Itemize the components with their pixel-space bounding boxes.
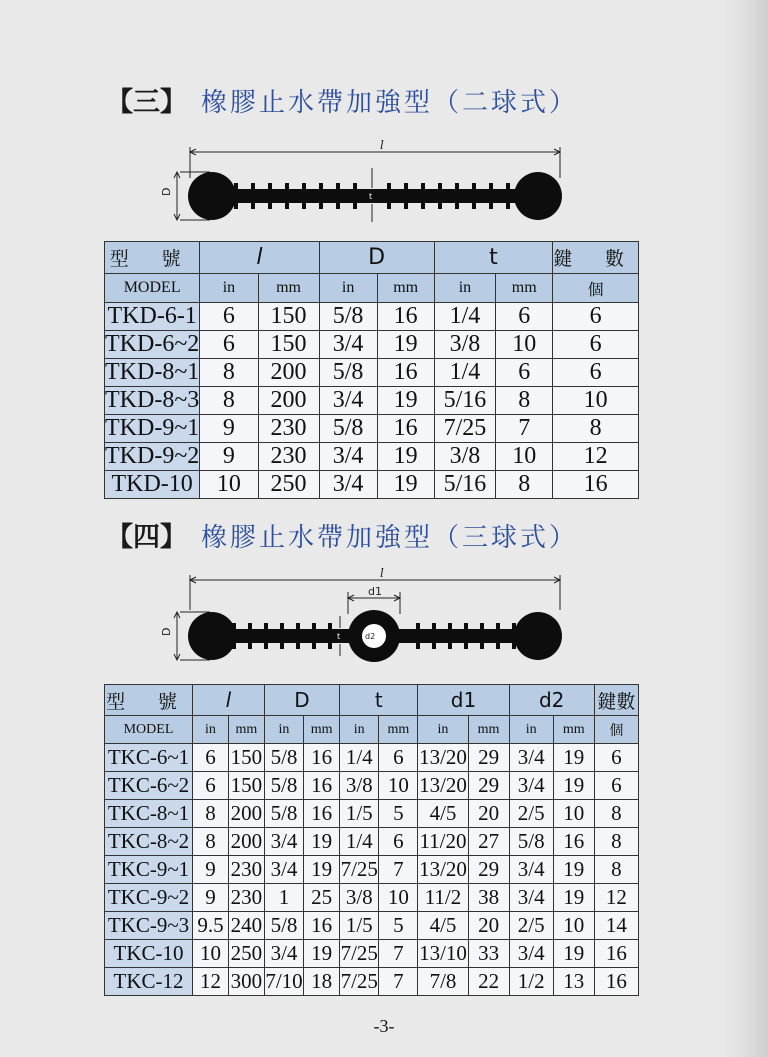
- value-cell: 3/4: [264, 940, 303, 968]
- value-cell: 10: [496, 331, 553, 359]
- model-cell: TKC-10: [105, 940, 193, 968]
- value-cell: 3/4: [319, 387, 377, 415]
- model-cell: TKD-6~2: [105, 331, 200, 357]
- d2-symbol: d2: [365, 632, 376, 641]
- model-cell: TKD-9~1: [105, 415, 200, 441]
- value-cell: 3/8: [340, 772, 379, 800]
- value-cell: 19: [377, 443, 434, 471]
- value-cell: 5/16: [434, 471, 496, 499]
- model-cell: TKC-9~3: [105, 912, 193, 940]
- value-cell: 3/4: [264, 828, 303, 856]
- value-cell: 13: [553, 968, 594, 996]
- d2-header: d2: [509, 685, 594, 716]
- section-4-number: 【四】: [106, 522, 187, 553]
- value-cell: 200: [258, 387, 319, 415]
- value-cell: 150: [228, 744, 264, 772]
- value-cell: 19: [304, 940, 340, 968]
- value-cell: 16: [377, 415, 434, 443]
- value-cell: 19: [553, 772, 594, 800]
- table-header-row: [105, 685, 639, 716]
- value-cell: 16: [594, 968, 638, 996]
- value-cell: 3/8: [434, 331, 496, 359]
- value-cell: 5/16: [434, 387, 496, 415]
- unit-count: 個: [553, 274, 639, 303]
- section-4-heading: 橡膠止水帶加強型（三球式）: [201, 523, 579, 553]
- value-cell: 3/4: [509, 856, 553, 884]
- value-cell: 3/4: [319, 443, 377, 471]
- value-cell: 230: [258, 415, 319, 443]
- value-cell: 1/4: [340, 828, 379, 856]
- value-cell: 1/5: [340, 800, 379, 828]
- model-cell: TKD-10: [105, 471, 200, 499]
- value-cell: 2/5: [509, 912, 553, 940]
- value-cell: 16: [377, 303, 434, 331]
- value-cell: 230: [228, 884, 264, 912]
- value-cell: 240: [228, 912, 264, 940]
- unit-mm: mm: [377, 274, 434, 303]
- model-cell: TKD-6-1: [105, 303, 200, 331]
- model-header-zh: 型 號: [105, 242, 200, 274]
- value-cell: 19: [377, 471, 434, 499]
- value-cell: 19: [553, 940, 594, 968]
- thickness-header: t: [340, 685, 418, 716]
- model-cell: TKC-12: [105, 968, 193, 996]
- value-cell: 16: [304, 800, 340, 828]
- length-symbol: l: [380, 140, 384, 152]
- unit-in: in: [319, 274, 377, 303]
- value-cell: 5/8: [319, 359, 377, 387]
- value-cell: 16: [553, 828, 594, 856]
- value-cell: 7/8: [418, 968, 468, 996]
- value-cell: 7: [379, 940, 418, 968]
- value-cell: 1/2: [509, 968, 553, 996]
- value-cell: 7/25: [434, 415, 496, 443]
- value-cell: 29: [468, 856, 509, 884]
- value-cell: 13/20: [418, 856, 468, 884]
- unit-in: in: [200, 274, 258, 303]
- table-row: [105, 800, 639, 828]
- model-header: MODEL: [105, 274, 200, 303]
- value-cell: 12: [553, 443, 639, 471]
- thickness-symbol: t: [337, 632, 341, 641]
- section-3-heading: 橡膠止水帶加強型（二球式）: [201, 88, 579, 118]
- value-cell: 16: [594, 940, 638, 968]
- value-cell: 9: [193, 856, 229, 884]
- section-3-number: 【三】: [106, 87, 187, 118]
- value-cell: 14: [594, 912, 638, 940]
- value-cell: 9: [200, 443, 258, 471]
- table-row: [105, 331, 639, 359]
- unit-in: in: [418, 716, 468, 744]
- diameter-header: D: [264, 685, 339, 716]
- table-row: [105, 387, 639, 415]
- value-cell: 1/4: [434, 303, 496, 331]
- unit-mm: mm: [553, 716, 594, 744]
- unit-in: in: [264, 716, 303, 744]
- value-cell: 3/4: [509, 940, 553, 968]
- value-cell: 33: [468, 940, 509, 968]
- value-cell: 8: [594, 856, 638, 884]
- unit-in: in: [509, 716, 553, 744]
- value-cell: 18: [304, 968, 340, 996]
- value-cell: 9: [193, 884, 229, 912]
- value-cell: 6: [379, 744, 418, 772]
- table-row: [105, 828, 639, 856]
- value-cell: 19: [304, 856, 340, 884]
- value-cell: 10: [379, 884, 418, 912]
- value-cell: 150: [258, 303, 319, 331]
- table-body: [105, 303, 639, 499]
- value-cell: 3/4: [319, 331, 377, 359]
- model-cell: TKD-8~3: [105, 387, 200, 413]
- value-cell: 5/8: [509, 828, 553, 856]
- value-cell: 8: [594, 828, 638, 856]
- value-cell: 9.5: [193, 912, 229, 940]
- value-cell: 6: [553, 359, 639, 387]
- table-row: [105, 940, 639, 968]
- value-cell: 5/8: [319, 303, 377, 331]
- table-row: [105, 968, 639, 996]
- value-cell: 20: [468, 800, 509, 828]
- value-cell: 150: [228, 772, 264, 800]
- table-subheader-row: [105, 274, 639, 303]
- value-cell: 230: [258, 443, 319, 471]
- value-cell: 8: [553, 415, 639, 443]
- value-cell: 6: [200, 331, 258, 359]
- value-cell: 10: [193, 940, 229, 968]
- table-subheader-row: [105, 716, 639, 744]
- value-cell: 7: [379, 968, 418, 996]
- value-cell: 16: [304, 744, 340, 772]
- value-cell: 16: [377, 359, 434, 387]
- value-cell: 8: [496, 387, 553, 415]
- value-cell: 200: [228, 828, 264, 856]
- value-cell: 19: [377, 387, 434, 415]
- length-header: l: [200, 242, 319, 274]
- value-cell: 12: [193, 968, 229, 996]
- model-cell: TKC-9~2: [105, 884, 193, 912]
- value-cell: 6: [594, 772, 638, 800]
- unit-mm: mm: [379, 716, 418, 744]
- value-cell: 29: [468, 744, 509, 772]
- value-cell: 25: [304, 884, 340, 912]
- length-header: l: [193, 685, 265, 716]
- page-number: -3-: [373, 1016, 395, 1036]
- value-cell: 10: [496, 443, 553, 471]
- model-cell: TKC-9~1: [105, 856, 193, 884]
- value-cell: 150: [258, 331, 319, 359]
- table-row: [105, 744, 639, 772]
- three-bulb-spec-table: [104, 684, 639, 996]
- length-symbol: l: [380, 568, 384, 580]
- value-cell: 3/4: [264, 856, 303, 884]
- value-cell: 4/5: [418, 912, 468, 940]
- value-cell: 300: [228, 968, 264, 996]
- three-bulb-waterstop-diagram: [150, 568, 590, 668]
- value-cell: 19: [553, 744, 594, 772]
- unit-in: in: [340, 716, 379, 744]
- table-row: [105, 884, 639, 912]
- value-cell: 11/20: [418, 828, 468, 856]
- two-bulb-waterstop-diagram: [150, 140, 590, 230]
- unit-in: in: [193, 716, 229, 744]
- value-cell: 200: [258, 359, 319, 387]
- value-cell: 22: [468, 968, 509, 996]
- model-cell: TKD-8~1: [105, 359, 200, 385]
- value-cell: 6: [193, 772, 229, 800]
- table-row: [105, 415, 639, 443]
- value-cell: 9: [200, 415, 258, 443]
- value-cell: 29: [468, 772, 509, 800]
- value-cell: 16: [304, 772, 340, 800]
- value-cell: 19: [553, 884, 594, 912]
- value-cell: 6: [193, 744, 229, 772]
- table-body: [105, 744, 639, 996]
- diameter-symbol: D: [160, 627, 173, 636]
- value-cell: 19: [377, 331, 434, 359]
- value-cell: 16: [553, 471, 639, 499]
- value-cell: 7/25: [340, 856, 379, 884]
- table-row: [105, 856, 639, 884]
- value-cell: 5/8: [264, 800, 303, 828]
- model-header: MODEL: [105, 716, 193, 744]
- value-cell: 250: [258, 471, 319, 499]
- model-cell: TKC-6~1: [105, 744, 193, 772]
- unit-mm: mm: [496, 274, 553, 303]
- diameter-symbol: D: [160, 187, 173, 196]
- value-cell: 6: [379, 828, 418, 856]
- value-cell: 19: [553, 856, 594, 884]
- thickness-symbol: t: [369, 192, 373, 201]
- keys-header-zh: 鍵 數: [553, 242, 639, 274]
- value-cell: 5: [379, 912, 418, 940]
- unit-mm: mm: [304, 716, 340, 744]
- value-cell: 7/25: [340, 968, 379, 996]
- page-edge-shadow: [724, 0, 768, 1057]
- value-cell: 13/20: [418, 772, 468, 800]
- table-row: [105, 303, 639, 331]
- value-cell: 12: [594, 884, 638, 912]
- value-cell: 3/8: [340, 884, 379, 912]
- value-cell: 16: [304, 912, 340, 940]
- value-cell: 4/5: [418, 800, 468, 828]
- value-cell: 5/8: [264, 772, 303, 800]
- unit-count: 個: [594, 716, 638, 744]
- value-cell: 10: [379, 772, 418, 800]
- value-cell: 7: [379, 856, 418, 884]
- value-cell: 6: [553, 303, 639, 331]
- value-cell: 3/4: [509, 744, 553, 772]
- value-cell: 8: [193, 828, 229, 856]
- value-cell: 13/20: [418, 744, 468, 772]
- value-cell: 6: [200, 303, 258, 331]
- keys-header-zh: 鍵數: [594, 685, 638, 716]
- value-cell: 6: [496, 359, 553, 387]
- value-cell: 3/4: [319, 471, 377, 499]
- value-cell: 5/8: [319, 415, 377, 443]
- table-row: [105, 471, 639, 499]
- value-cell: 19: [304, 828, 340, 856]
- unit-mm: mm: [228, 716, 264, 744]
- value-cell: 8: [193, 800, 229, 828]
- value-cell: 8: [200, 387, 258, 415]
- value-cell: 10: [553, 387, 639, 415]
- value-cell: 1/4: [434, 359, 496, 387]
- value-cell: 38: [468, 884, 509, 912]
- diameter-header: D: [319, 242, 434, 274]
- value-cell: 10: [553, 912, 594, 940]
- value-cell: 8: [200, 359, 258, 387]
- value-cell: 1: [264, 884, 303, 912]
- model-cell: TKC-6~2: [105, 772, 193, 800]
- value-cell: 8: [496, 471, 553, 499]
- value-cell: 11/2: [418, 884, 468, 912]
- value-cell: 6: [553, 331, 639, 359]
- value-cell: 6: [594, 744, 638, 772]
- table-header-row: [105, 242, 639, 274]
- unit-in: in: [434, 274, 496, 303]
- value-cell: 10: [553, 800, 594, 828]
- value-cell: 5: [379, 800, 418, 828]
- model-cell: TKC-8~2: [105, 828, 193, 856]
- section-3-title: [106, 83, 578, 123]
- value-cell: 7/10: [264, 968, 303, 996]
- model-cell: TKD-9~2: [105, 443, 200, 469]
- unit-mm: mm: [468, 716, 509, 744]
- model-header-zh: 型 號: [105, 685, 193, 716]
- value-cell: 3/4: [509, 772, 553, 800]
- table-row: [105, 359, 639, 387]
- value-cell: 1/5: [340, 912, 379, 940]
- value-cell: 3/8: [434, 443, 496, 471]
- value-cell: 7/25: [340, 940, 379, 968]
- section-4-title: [106, 518, 578, 558]
- unit-mm: mm: [258, 274, 319, 303]
- table-row: [105, 772, 639, 800]
- value-cell: 1/4: [340, 744, 379, 772]
- value-cell: 230: [228, 856, 264, 884]
- value-cell: 200: [228, 800, 264, 828]
- value-cell: 13/10: [418, 940, 468, 968]
- value-cell: 2/5: [509, 800, 553, 828]
- value-cell: 5/8: [264, 912, 303, 940]
- value-cell: 6: [496, 303, 553, 331]
- value-cell: 250: [228, 940, 264, 968]
- value-cell: 20: [468, 912, 509, 940]
- two-bulb-spec-table: [104, 241, 639, 499]
- d1-header: d1: [418, 685, 509, 716]
- value-cell: 5/8: [264, 744, 303, 772]
- value-cell: 8: [594, 800, 638, 828]
- table-row: [105, 443, 639, 471]
- value-cell: 10: [200, 471, 258, 499]
- thickness-header: t: [434, 242, 553, 274]
- value-cell: 27: [468, 828, 509, 856]
- model-cell: TKC-8~1: [105, 800, 193, 828]
- d1-symbol: d1: [368, 585, 382, 598]
- value-cell: 7: [496, 415, 553, 443]
- value-cell: 3/4: [509, 884, 553, 912]
- table-row: [105, 912, 639, 940]
